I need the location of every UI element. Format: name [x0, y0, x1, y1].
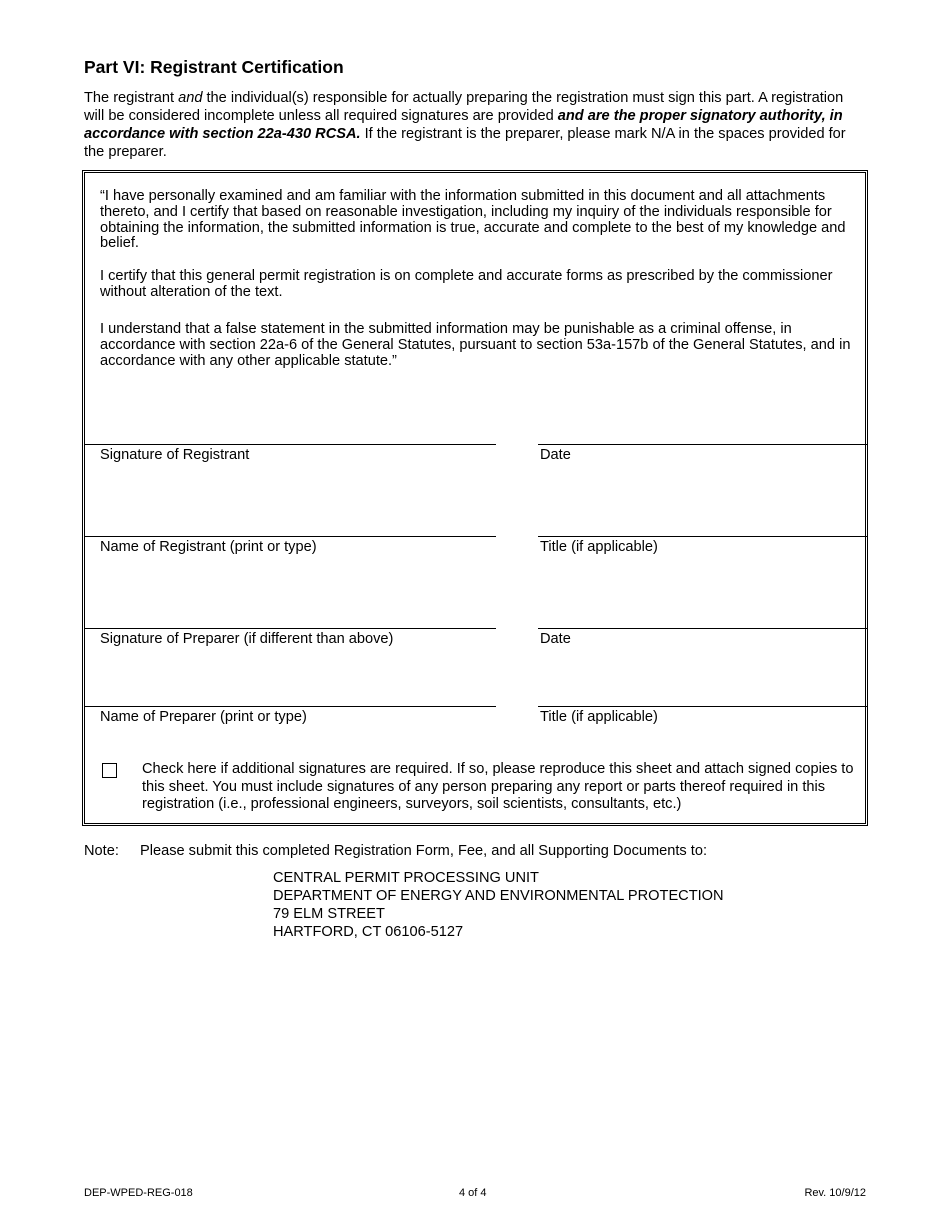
page-title: Part VI: Registrant Certification [84, 57, 344, 77]
preparer-name-label: Name of Preparer (print or type) [100, 709, 307, 725]
preparer-date-label: Date [540, 631, 571, 647]
registrant-name-line[interactable] [85, 536, 496, 537]
registrant-date-label: Date [540, 447, 571, 463]
preparer-signature-line[interactable] [85, 628, 496, 629]
preparer-title-line[interactable] [538, 706, 868, 707]
footer-revision: Rev. 10/9/12 [804, 1187, 866, 1199]
additional-signatures-text: Check here if additional signatures are required. If so, please reproduce this sheet and attach signed copies to this sheet. You must include signatures of any person preparing any report or parts thereof required in this registration (i.e., professional engineers, surveyors, soil scientists, consultants, etc.) [142, 761, 854, 812]
additional-signatures-checkbox[interactable] [102, 763, 117, 778]
registrant-signature-label: Signature of Registrant [100, 447, 250, 463]
intro-text-2: the individual(s) responsible for actually preparing the registration must sign this part. A registration will be considered incomplete unless all required signatures are provided [84, 90, 844, 124]
certification-paragraph-1: “I have personally examined and am familiar with the information submitted in this document and all attachments thereto, and I certify that based on reasonable investigation, including my inquiry of the individuals responsible for obtaining the information, the submitted information is true, accurate and complete to the best of my knowledge and belief. [100, 188, 846, 252]
intro-text-3: If the registrant is the preparer, please mark N/A in the spaces provided for the preparer. [84, 126, 846, 160]
footer-page-number: 4 of 4 [459, 1187, 487, 1199]
intro-text-1: The registrant [84, 90, 179, 106]
certification-paragraph-3: I understand that a false statement in the submitted information may be punishable as a criminal offense, in accordance with section 22a-6 of the General Statutes, pursuant to section 53a-157b of the General Statutes, and in accordance with any other applicable statute.” [100, 321, 851, 369]
preparer-signature-label: Signature of Preparer (if different than above) [100, 631, 394, 647]
certification-box [82, 170, 868, 826]
certification-paragraph-2: I certify that this general permit registration is on complete and accurate forms as prescribed by the commissioner without alteration of the text. [100, 268, 833, 300]
address-line: HARTFORD, CT 06106-5127 [273, 924, 464, 940]
address-line: DEPARTMENT OF ENERGY AND ENVIRONMENTAL PROTECTION [273, 888, 724, 904]
mailing-address [273, 869, 724, 941]
preparer-date-line[interactable] [538, 628, 868, 629]
preparer-title-label: Title (if applicable) [540, 709, 658, 725]
intro-paragraph [84, 89, 864, 161]
registrant-signature-line[interactable] [85, 444, 496, 445]
intro-text-bold-italic: and are the proper signatory authority, in accordance with section 22a-430 RCSA. [84, 108, 843, 142]
registrant-date-line[interactable] [538, 444, 868, 445]
address-line: CENTRAL PERMIT PROCESSING UNIT [273, 870, 539, 886]
registrant-title-line[interactable] [538, 536, 868, 537]
registrant-name-label: Name of Registrant (print or type) [100, 539, 317, 555]
registrant-title-label: Title (if applicable) [540, 539, 658, 555]
footer-form-id: DEP-WPED-REG-018 [84, 1187, 193, 1199]
note-text: Please submit this completed Registration Form, Fee, and all Supporting Documents to: [140, 843, 707, 859]
preparer-name-line[interactable] [85, 706, 496, 707]
note-label: Note: [84, 843, 119, 859]
intro-text-italic: and [178, 90, 203, 106]
address-line: 79 ELM STREET [273, 906, 385, 922]
